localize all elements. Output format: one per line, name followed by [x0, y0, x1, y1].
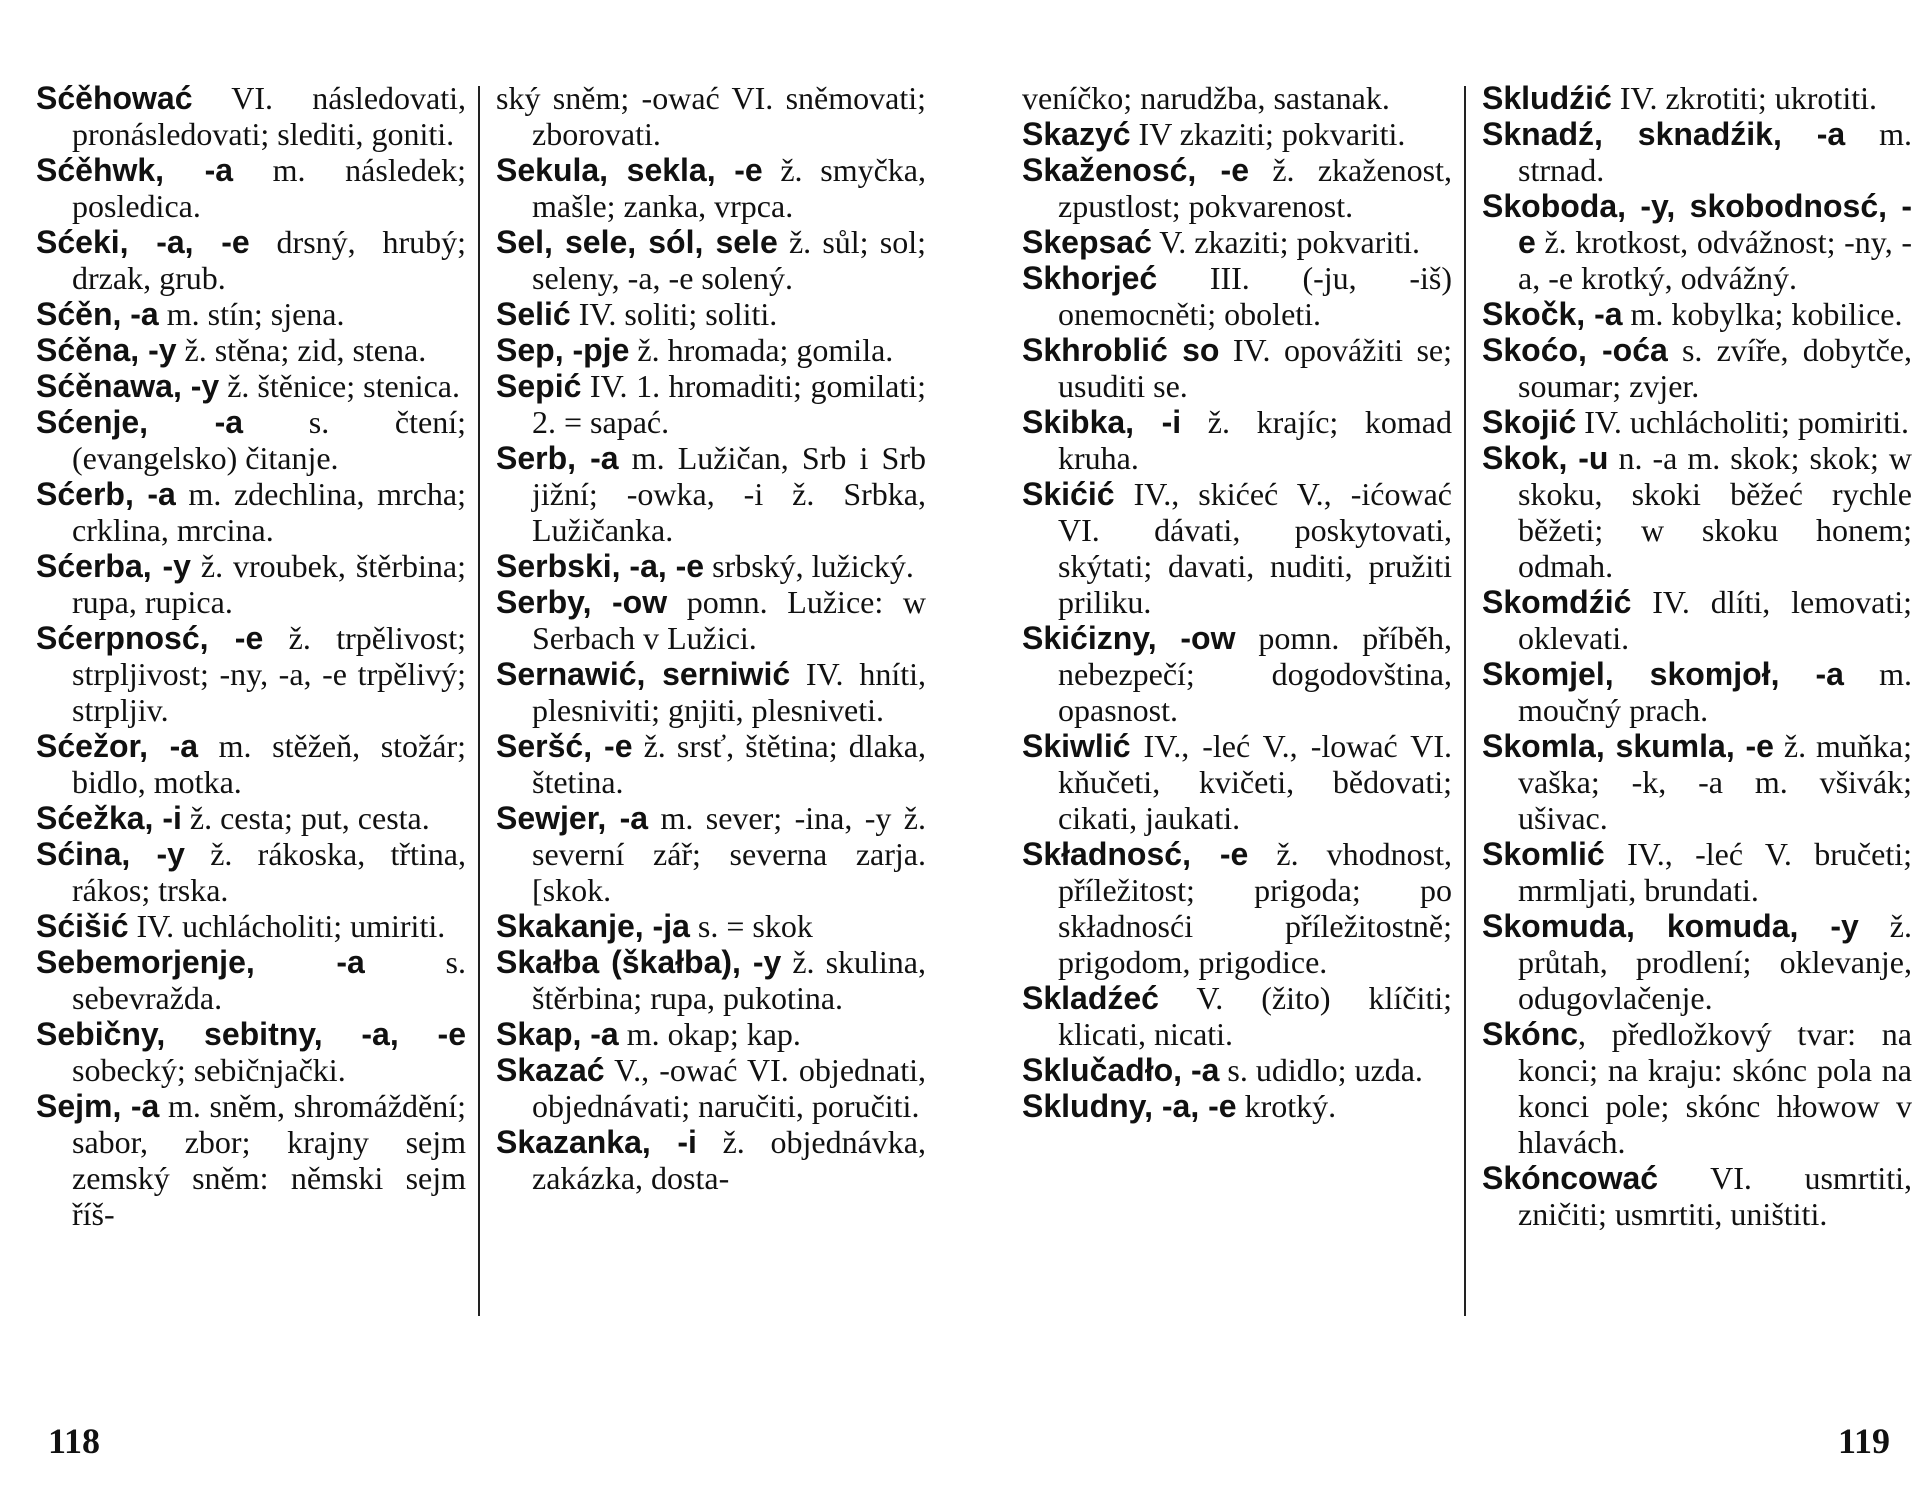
definition: srbský, lužický. — [704, 548, 914, 584]
headword: Składnosć, -e — [1022, 836, 1249, 872]
headword: Serby, -ow — [496, 584, 668, 620]
definition: sobecký; sebičnjački. — [72, 1052, 346, 1088]
entry — [36, 1016, 466, 1088]
definition: ž. průtah, prodlení; oklevanje, odugovlačenje. — [1518, 908, 1913, 1016]
headword: Sernawić, serniwić — [496, 656, 791, 692]
headword: Sćina, -y — [36, 836, 185, 872]
definition: III. (-ju, -iš) onemocněti; oboleti. — [1058, 260, 1452, 332]
definition: m. Lužičan, Srb i Srb jižní; -owka, -i ž. Srbka, Lužičanka. — [532, 440, 927, 548]
entry — [1022, 116, 1452, 152]
headword: Serb, -a — [496, 440, 619, 476]
entry — [36, 836, 466, 908]
definition: ž. krajíc; komad kruha. — [1058, 404, 1453, 476]
entry — [1482, 836, 1912, 908]
headword: Skok, -u — [1482, 440, 1609, 476]
headword: Skoćo, -oća — [1482, 332, 1668, 368]
definition: m. zdechlina, mrcha; crklina, mrcina. — [72, 476, 466, 548]
column-rule — [1464, 86, 1466, 1316]
definition: IV. uchlácholiti; umiriti. — [128, 908, 446, 944]
entry — [36, 620, 466, 728]
definition: ž. zkaženost, zpustlost; pokvarenost. — [1058, 152, 1452, 224]
definition: ž. sůl; sol; seleny, -a, -e solený. — [532, 224, 927, 296]
headword: Sklučadło, -a — [1022, 1052, 1220, 1088]
headword: Sel, sele, sól, sele — [496, 224, 778, 260]
definition: m. okap; kap. — [618, 1016, 801, 1052]
entry — [496, 332, 926, 368]
column-1 — [36, 80, 466, 1232]
entry — [496, 224, 926, 296]
entry — [36, 224, 466, 296]
right-page — [962, 0, 1924, 1500]
headword: Skakanje, -ja — [496, 908, 690, 944]
headword: Skludźić — [1482, 80, 1612, 116]
headword: Skazyć — [1022, 116, 1131, 152]
headword: Sekula, sekla, -e — [496, 152, 763, 188]
headword: Serbski, -a, -e — [496, 548, 705, 584]
headword: Skałba (škałba), -y — [496, 944, 782, 980]
headword: Skomjel, skomjoł, -a — [1482, 656, 1844, 692]
definition: ž. stěna; zid, stena. — [176, 332, 427, 368]
definition: m. kobylka; kobilice. — [1622, 296, 1903, 332]
headword: Skazać — [496, 1052, 605, 1088]
entry — [36, 548, 466, 620]
definition: IV. dlíti, lemovati; oklevati. — [1518, 584, 1912, 656]
entry — [1022, 476, 1452, 620]
entry — [496, 656, 926, 728]
entry — [1022, 620, 1452, 728]
entry — [1022, 1052, 1452, 1088]
headword: Skhroblić so — [1022, 332, 1220, 368]
headword: Sćerpnosć, -e — [36, 620, 264, 656]
definition: ž. krotkost, odvážnost; -ny, -a, -e krotký, odvážný. — [1518, 224, 1912, 296]
definition: ž. smyčka, mašle; zanka, vrpca. — [532, 152, 926, 224]
definition: IV., skićeć V., -ićować VI. dávati, poskytovati, skýtati; davati, nuditi, pružiti priliku. — [1058, 476, 1452, 620]
entry — [1022, 980, 1452, 1052]
entry — [36, 368, 466, 404]
headword: Skiwlić — [1022, 728, 1131, 764]
definition: s. sebevražda. — [72, 944, 467, 1016]
definition: m. sněm, shromáždění; sabor, zbor; krajny sejm zemský sněm: němski sejm říš- — [72, 1088, 467, 1232]
entry — [496, 1124, 926, 1196]
definition: krotký. — [1236, 1088, 1337, 1124]
headword: Skibka, -i — [1022, 404, 1182, 440]
entry — [1482, 1016, 1912, 1160]
entry — [496, 368, 926, 440]
entry — [496, 908, 926, 944]
headword: Skojić — [1482, 404, 1577, 440]
definition: IV. hníti, plesniviti; gnjiti, plesniveti. — [532, 656, 927, 728]
entry — [1482, 80, 1912, 116]
entry — [1482, 332, 1912, 404]
entry — [496, 296, 926, 332]
definition: ž. vroubek, štěrbina; rupa, rupica. — [72, 548, 467, 620]
headword: Sejm, -a — [36, 1088, 160, 1124]
headword: Sćeki, -a, -e — [36, 224, 250, 260]
definition: VI. následovati, pronásledovati; slediti, goniti. — [72, 80, 466, 152]
entry — [36, 908, 466, 944]
entry — [1482, 404, 1912, 440]
entry — [36, 152, 466, 224]
headword: Skićić — [1022, 476, 1115, 512]
headword: Sćežor, -a — [36, 728, 199, 764]
definition: pomn. Lužice: w Serbach v Lužici. — [532, 584, 926, 656]
definition: IV. soliti; soliti. — [570, 296, 778, 332]
headword: Skap, -a — [496, 1016, 619, 1052]
headword: Skomdźić — [1482, 584, 1632, 620]
entry — [36, 296, 466, 332]
headword: Sćěhować — [36, 80, 193, 116]
entry — [1022, 836, 1452, 980]
definition: pomn. příběh, nebezpečí; dogodovština, opasnost. — [1058, 620, 1453, 728]
entry — [496, 800, 926, 908]
page-number: 118 — [48, 1421, 101, 1461]
headword: Sćenje, -a — [36, 404, 244, 440]
entry — [1482, 1160, 1912, 1232]
entry — [1022, 728, 1452, 836]
definition: V. zkaziti; pokvariti. — [1151, 224, 1420, 260]
entry — [1022, 404, 1452, 476]
definition: ž. skulina, štěrbina; rupa, pukotina. — [532, 944, 926, 1016]
entry — [36, 800, 466, 836]
headword: Sćěna, -y — [36, 332, 177, 368]
headword: Skhorjeć — [1022, 260, 1158, 296]
entry — [496, 1052, 926, 1124]
definition: s. udidlo; uzda. — [1219, 1052, 1423, 1088]
definition: s. zvíře, dobytče, soumar; zvjer. — [1518, 332, 1912, 404]
entry — [1022, 80, 1452, 116]
column-2 — [496, 80, 926, 1196]
entry — [1022, 224, 1452, 260]
headword: Skóncować — [1482, 1160, 1659, 1196]
entry — [1482, 728, 1912, 836]
entry — [36, 944, 466, 1016]
definition: ž. rákoska, třtina, rákos; trska. — [72, 836, 467, 908]
entry — [1482, 656, 1912, 728]
headword: Sewjer, -a — [496, 800, 649, 836]
headword: Sćěhwk, -a — [36, 152, 234, 188]
headword: Sepić — [496, 368, 582, 404]
headword: Skomuda, komuda, -y — [1482, 908, 1859, 944]
entry — [1482, 908, 1912, 1016]
headword: Skladźeć — [1022, 980, 1159, 1016]
headword: Skićizny, -ow — [1022, 620, 1236, 656]
column-rule — [478, 86, 480, 1316]
entry — [1022, 1088, 1452, 1124]
headword: Selić — [496, 296, 571, 332]
headword: Sćěnawa, -y — [36, 368, 220, 404]
entry — [496, 728, 926, 800]
entry — [36, 404, 466, 476]
definition: ž. vhodnost, příležitost; prigoda; po składnosći příležitostně; prigodom, prigodice. — [1058, 836, 1453, 980]
definition: drsný, hrubý; drzak, grub. — [72, 224, 466, 296]
page-number: 119 — [1838, 1421, 1891, 1461]
definition: VI. usmrtiti, zničiti; usmrtiti, uništiti. — [1518, 1160, 1912, 1232]
entry — [1022, 332, 1452, 404]
definition: ž. objednávka, zakázka, dosta- — [532, 1124, 927, 1196]
entry — [1482, 188, 1912, 296]
headword: Skaženosć, -e — [1022, 152, 1249, 188]
column-4 — [1482, 80, 1912, 1232]
headword: Sebemorjenje, -a — [36, 944, 365, 980]
headword: Sćežka, -i — [36, 800, 182, 836]
definition: V., -ować VI. objednati, objednávati; naručiti, poručiti. — [532, 1052, 926, 1124]
definition: IV. 1. hromaditi; gomilati; 2. = sapać. — [532, 368, 926, 440]
headword: Sebičny, sebitny, -a, -e — [36, 1016, 466, 1052]
headword: Skónc — [1482, 1016, 1579, 1052]
definition: IV., -leć V. bručeti; mrmljati, brundati. — [1518, 836, 1912, 908]
headword: Skepsać — [1022, 224, 1152, 260]
headword: Sćerb, -a — [36, 476, 176, 512]
entry — [1482, 440, 1912, 584]
definition: m. stín; sjena. — [158, 296, 345, 332]
definition: n. -a m. skok; skok; w skoku, skoki běžeć rychle běžeti; w skoku honem; odmah. — [1518, 440, 1913, 584]
definition: ž. hromada; gomila. — [629, 332, 894, 368]
entry — [1022, 260, 1452, 332]
definition: IV zkaziti; pokvariti. — [1130, 116, 1406, 152]
definition: IV. zkrotiti; ukrotiti. — [1611, 80, 1877, 116]
definition: m. sever; -ina, -y ž. severní zář; severna zarja. [skok. — [532, 800, 927, 908]
headword: Seršć, -e — [496, 728, 633, 764]
definition: IV. opovážiti se; usuditi se. — [1058, 332, 1452, 404]
entry — [36, 332, 466, 368]
entry — [496, 944, 926, 1016]
definition: ský sněm; -ować VI. sněmovati; zborovati. — [496, 80, 926, 152]
entry — [496, 584, 926, 656]
definition: ž. srsť, štětina; dlaka, štetina. — [532, 728, 927, 800]
headword: Skazanka, -i — [496, 1124, 697, 1160]
entry — [496, 440, 926, 548]
definition: V. (žito) klíčiti; klicati, nicati. — [1058, 980, 1452, 1052]
headword: Sep, -pje — [496, 332, 630, 368]
definition: IV., -leć V., -lować VI. kňučeti, kvičeti, bědovati; cikati, jaukati. — [1058, 728, 1452, 836]
headword: Sćěn, -a — [36, 296, 159, 332]
entry — [36, 1088, 466, 1232]
entry — [496, 1016, 926, 1052]
headword: Skomlić — [1482, 836, 1605, 872]
definition: ž. štěnice; stenica. — [219, 368, 460, 404]
entry — [1482, 584, 1912, 656]
headword: Skomla, skumla, -e — [1482, 728, 1774, 764]
entry — [496, 152, 926, 224]
headword: Skočk, -a — [1482, 296, 1623, 332]
column-3 — [1022, 80, 1452, 1124]
entry — [36, 728, 466, 800]
definition: m. strnad. — [1518, 116, 1913, 188]
entry — [1482, 296, 1912, 332]
definition: ž. cesta; put, cesta. — [181, 800, 430, 836]
headword: Sćerba, -y — [36, 548, 191, 584]
definition: s. čtení; (evangelsko) čitanje. — [72, 404, 466, 476]
headword: Skludny, -a, -e — [1022, 1088, 1237, 1124]
definition: ž. muňka; vaška; -k, -a m. všivák; ušivac. — [1518, 728, 1912, 836]
entry — [1022, 152, 1452, 224]
definition: ž. trpělivost; strpljivost; -ny, -a, -e trpělivý; strpljiv. — [72, 620, 466, 728]
entry — [496, 80, 926, 152]
headword: Skoboda, -y, skobodnosć, -e — [1482, 188, 1912, 260]
definition: s. = skok — [689, 908, 813, 944]
headword: Sknadź, sknadźik, -a — [1482, 116, 1846, 152]
definition: m. následek; posledica. — [72, 152, 467, 224]
entry — [496, 548, 926, 584]
definition: veníčko; narudžba, sastanak. — [1022, 80, 1390, 116]
entry — [36, 80, 466, 152]
definition: IV. uchlácholiti; pomiriti. — [1576, 404, 1909, 440]
entry — [36, 476, 466, 548]
headword: Sćišić — [36, 908, 129, 944]
definition: , předložkový tvar: na konci; na kraju: skónc pola na konci pole; skónc hłowow v hlavách. — [1518, 1016, 1912, 1160]
definition: m. stěžeň, stožár; bidlo, motka. — [72, 728, 467, 800]
entry — [1482, 116, 1912, 188]
definition: m. moučný prach. — [1518, 656, 1913, 728]
